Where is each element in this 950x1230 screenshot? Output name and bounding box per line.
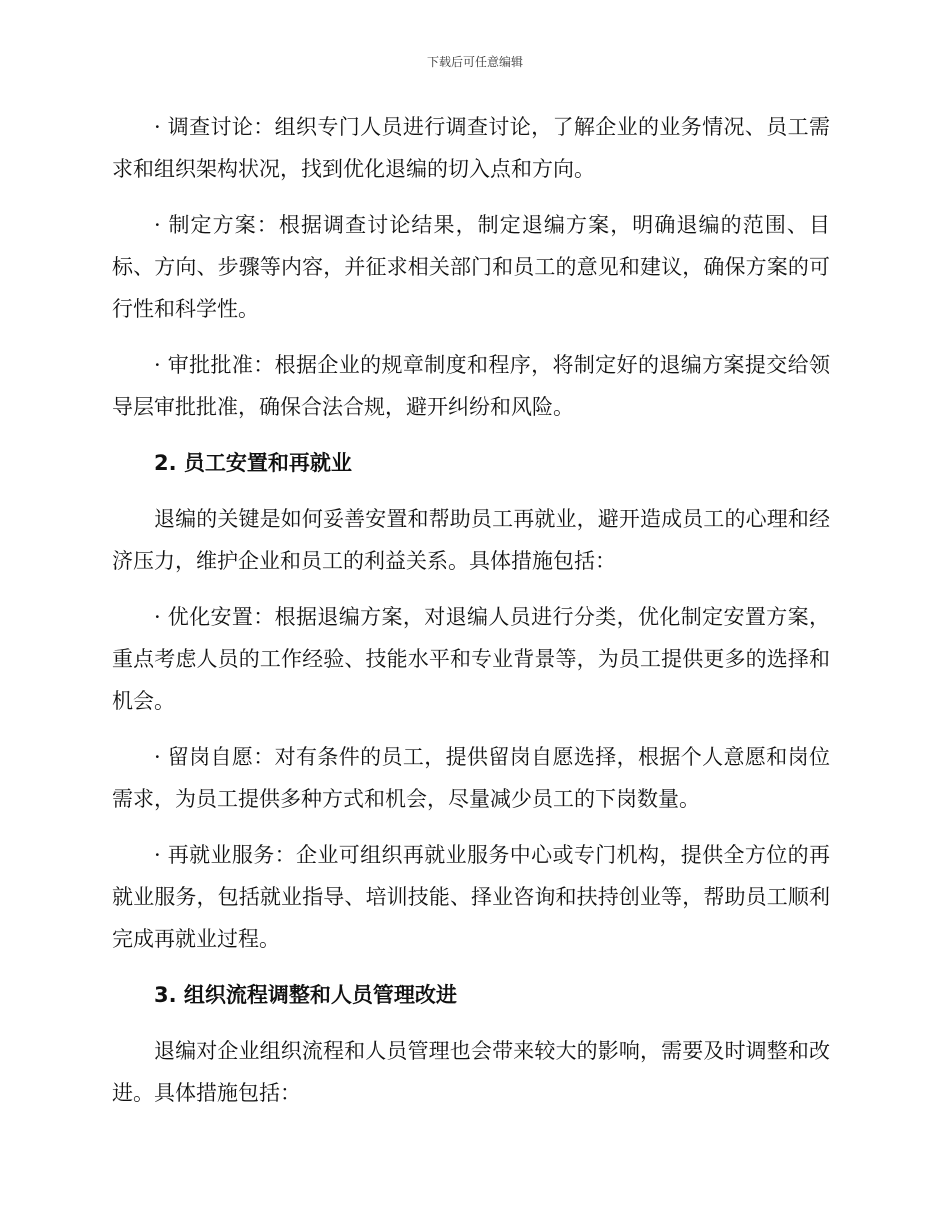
- bullet-reemployment-service: · 再就业服务：企业可组织再就业服务中心或专门机构，提供全方位的再就业服务，包括就业指导、培训技能、择业咨询和扶持创业等，帮助员工顺利完成再就业过程。: [112, 843, 830, 951]
- bullet-investigation: · 调查讨论：组织专门人员进行调查讨论，了解企业的业务情况、员工需求和组织架构状况，找到优化退编的切入点和方向。: [112, 115, 830, 181]
- section-heading-3: 3. 组织流程调整和人员管理改进: [154, 983, 457, 1007]
- document-body: [112, 106, 830, 1128]
- bullet-approval: · 审批批准：根据企业的规章制度和程序，将制定好的退编方案提交给领导层审批批准，确保合法合规，避开纠纷和风险。: [112, 353, 830, 419]
- section-heading-2: 2. 员工安置和再就业: [154, 451, 352, 475]
- bullet-optimize-placement: · 优化安置：根据退编方案，对退编人员进行分类，优化制定安置方案，重点考虑人员的工作经验、技能水平和专业背景等，为员工提供更多的选择和机会。: [112, 605, 830, 713]
- bullet-voluntary-retention: · 留岗自愿：对有条件的员工，提供留岗自愿选择，根据个人意愿和岗位需求，为员工提供多种方式和机会，尽量减少员工的下岗数量。: [112, 745, 830, 811]
- paragraph-process-intro: 退编对企业组织流程和人员管理也会带来较大的影响，需要及时调整和改进。具体措施包括：: [112, 1039, 830, 1105]
- paragraph-resettlement-intro: 退编的关键是如何妥善安置和帮助员工再就业，避开造成员工的心理和经济压力，维护企业和员工的利益关系。具体措施包括：: [112, 507, 830, 573]
- bullet-plan: · 制定方案：根据调查讨论结果，制定退编方案，明确退编的范围、目标、方向、步骤等内容，并征求相关部门和员工的意见和建议，确保方案的可行性和科学性。: [112, 213, 830, 321]
- page-header: 下载后可任意编辑: [426, 55, 523, 69]
